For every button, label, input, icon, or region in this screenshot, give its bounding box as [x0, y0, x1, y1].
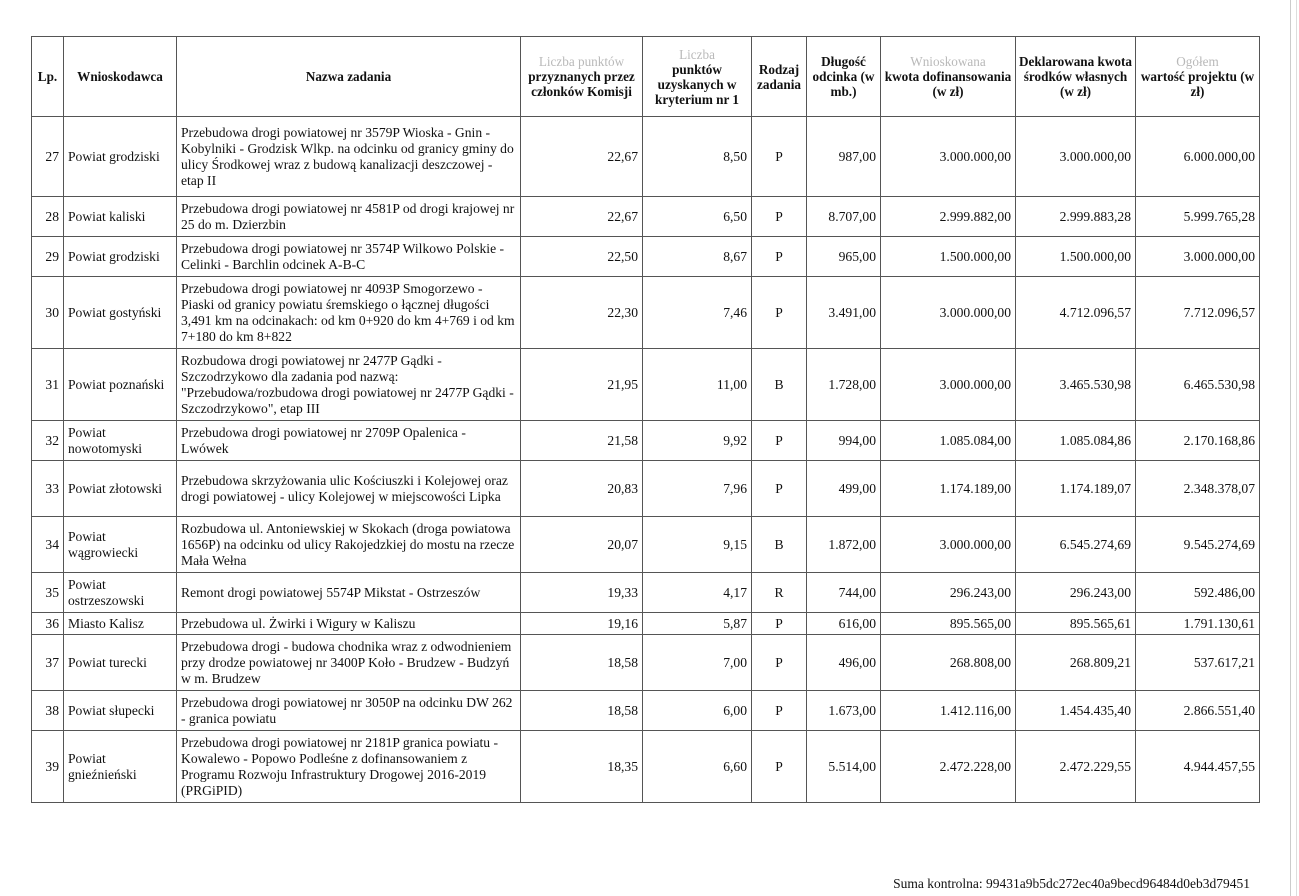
cell-points-criterion: 7,96: [643, 461, 752, 517]
cell-points-committee: 20,07: [521, 517, 643, 573]
header-points-committee-faded: Liczba punktów: [538, 54, 625, 69]
projects-table: [31, 36, 1260, 803]
cell-task-type: B: [752, 517, 807, 573]
cell-points-committee: 21,95: [521, 349, 643, 421]
cell-total: 5.999.765,28: [1136, 197, 1260, 237]
cell-task-name: Przebudowa drogi powiatowej nr 3579P Wioska - Gnin - Kobylniki - Grodzisk Wlkp. na odcinku od granicy gminy do ulicy Środkowej wraz z budową kanalizacji deszczowej - etap II: [177, 117, 521, 197]
header-requested-text: kwota dofinansowania (w zł): [884, 69, 1012, 99]
cell-points-committee: 18,58: [521, 691, 643, 731]
cell-task-name: Przebudowa ul. Żwirki i Wigury w Kaliszu: [177, 613, 521, 635]
cell-points-criterion: 7,46: [643, 277, 752, 349]
cell-own-funds: 1.500.000,00: [1016, 237, 1136, 277]
table-body: [32, 117, 1260, 803]
cell-points-criterion: 9,15: [643, 517, 752, 573]
cell-length: 1.673,00: [807, 691, 881, 731]
cell-points-criterion: 9,92: [643, 421, 752, 461]
cell-points-criterion: 4,17: [643, 573, 752, 613]
cell-points-committee: 19,16: [521, 613, 643, 635]
cell-task-name: Przebudowa drogi powiatowej nr 4093P Smogorzewo - Piaski od granicy powiatu śremskiego o łącznej długości 3,491 km na odcinakach: od km 0+920 do km 4+769 i od km 7+180 do km 8+822: [177, 277, 521, 349]
cell-points-committee: 22,30: [521, 277, 643, 349]
header-applicant: Wnioskodawca: [64, 37, 177, 117]
cell-total: 2.348.378,07: [1136, 461, 1260, 517]
cell-points-criterion: 7,00: [643, 635, 752, 691]
table-row: [32, 635, 1260, 691]
cell-lp: 34: [32, 517, 64, 573]
table-row: [32, 349, 1260, 421]
cell-length: 616,00: [807, 613, 881, 635]
cell-total: 6.000.000,00: [1136, 117, 1260, 197]
header-points-committee: [521, 37, 643, 117]
cell-lp: 39: [32, 731, 64, 803]
cell-requested: 3.000.000,00: [881, 349, 1016, 421]
cell-points-criterion: 8,67: [643, 237, 752, 277]
table-row: [32, 573, 1260, 613]
cell-length: 744,00: [807, 573, 881, 613]
cell-task-name: Rozbudowa drogi powiatowej nr 2477P Gądki - Szczodrzykowo dla zadania pod nazwą: "Przebudowa/rozbudowa drogi powiatowej nr 2477P Gądki - Szczodrzykowo", etap III: [177, 349, 521, 421]
cell-requested: 3.000.000,00: [881, 277, 1016, 349]
cell-length: 1.728,00: [807, 349, 881, 421]
cell-task-name: Przebudowa drogi powiatowej nr 3050P na odcinku DW 262 - granica powiatu: [177, 691, 521, 731]
table-row: [32, 117, 1260, 197]
cell-task-type: B: [752, 349, 807, 421]
cell-applicant: Powiat poznański: [64, 349, 177, 421]
cell-task-name: Przebudowa drogi powiatowej nr 3574P Wilkowo Polskie - Celinki - Barchlin odcinek A-B-C: [177, 237, 521, 277]
header-lp: Lp.: [32, 37, 64, 117]
table-row: [32, 691, 1260, 731]
cell-task-type: P: [752, 197, 807, 237]
cell-task-type: P: [752, 421, 807, 461]
table-row: [32, 277, 1260, 349]
cell-requested: 2.999.882,00: [881, 197, 1016, 237]
cell-points-committee: 21,58: [521, 421, 643, 461]
cell-lp: 29: [32, 237, 64, 277]
cell-total: 2.170.168,86: [1136, 421, 1260, 461]
cell-requested: 1.174.189,00: [881, 461, 1016, 517]
cell-length: 965,00: [807, 237, 881, 277]
cell-own-funds: 268.809,21: [1016, 635, 1136, 691]
table-row: [32, 237, 1260, 277]
header-task-type: Rodzaj zadania: [752, 37, 807, 117]
header-requested: [881, 37, 1016, 117]
cell-lp: 32: [32, 421, 64, 461]
cell-task-name: Przebudowa drogi - budowa chodnika wraz z odwodnieniem przy drodze powiatowej nr 3400P Koło - Brudzew - Budzyń w m. Brudzew: [177, 635, 521, 691]
cell-own-funds: 6.545.274,69: [1016, 517, 1136, 573]
table-row: [32, 197, 1260, 237]
table-row: [32, 613, 1260, 635]
cell-lp: 28: [32, 197, 64, 237]
cell-length: 1.872,00: [807, 517, 881, 573]
cell-task-name: Przebudowa drogi powiatowej nr 4581P od drogi krajowej nr 25 do m. Dzierzbin: [177, 197, 521, 237]
header-length: Długość odcinka (w mb.): [807, 37, 881, 117]
cell-lp: 27: [32, 117, 64, 197]
cell-points-criterion: 6,50: [643, 197, 752, 237]
cell-points-committee: 18,58: [521, 635, 643, 691]
cell-lp: 38: [32, 691, 64, 731]
cell-requested: 3.000.000,00: [881, 517, 1016, 573]
cell-total: 1.791.130,61: [1136, 613, 1260, 635]
cell-own-funds: 2.999.883,28: [1016, 197, 1136, 237]
cell-task-type: P: [752, 691, 807, 731]
cell-applicant: Powiat nowotomyski: [64, 421, 177, 461]
cell-own-funds: 1.085.084,86: [1016, 421, 1136, 461]
cell-length: 499,00: [807, 461, 881, 517]
cell-applicant: Powiat grodziski: [64, 237, 177, 277]
cell-applicant: Powiat grodziski: [64, 117, 177, 197]
cell-points-criterion: 11,00: [643, 349, 752, 421]
cell-lp: 30: [32, 277, 64, 349]
cell-lp: 33: [32, 461, 64, 517]
cell-applicant: Powiat turecki: [64, 635, 177, 691]
header-requested-faded: Wnioskowana: [910, 54, 986, 69]
cell-task-type: P: [752, 117, 807, 197]
header-points-criterion-text: punktów uzyskanych w kryterium nr 1: [655, 61, 739, 107]
cell-requested: 1.085.084,00: [881, 421, 1016, 461]
cell-lp: 36: [32, 613, 64, 635]
header-points-criterion-faded: Liczba: [679, 46, 715, 62]
cell-total: 537.617,21: [1136, 635, 1260, 691]
cell-length: 994,00: [807, 421, 881, 461]
scan-edge-line: [1290, 0, 1291, 896]
table-row: [32, 517, 1260, 573]
header-total-faded: Ogółem: [1176, 54, 1219, 69]
cell-task-name: Remont drogi powiatowej 5574P Mikstat - Ostrzeszów: [177, 573, 521, 613]
cell-task-name: Przebudowa drogi powiatowej nr 2181P granica powiatu - Kowalewo - Popowo Podleśne z dofinansowaniem z Programu Rozwoju Infrastruktury Drogowej 2016-2019 (PRGiPID): [177, 731, 521, 803]
cell-applicant: Powiat gnieźnieński: [64, 731, 177, 803]
cell-task-type: P: [752, 461, 807, 517]
cell-length: 5.514,00: [807, 731, 881, 803]
cell-applicant: Powiat ostrzeszowski: [64, 573, 177, 613]
cell-own-funds: 3.000.000,00: [1016, 117, 1136, 197]
cell-points-committee: 22,67: [521, 197, 643, 237]
table-row: [32, 731, 1260, 803]
cell-points-criterion: 6,60: [643, 731, 752, 803]
cell-lp: 37: [32, 635, 64, 691]
cell-applicant: Powiat złotowski: [64, 461, 177, 517]
cell-requested: 3.000.000,00: [881, 117, 1016, 197]
cell-applicant: Powiat wągrowiecki: [64, 517, 177, 573]
cell-task-name: Rozbudowa ul. Antoniewskiej w Skokach (droga powiatowa 1656P) na odcinku od ulicy Rakojedzkiej do mostu na rzecze Mała Wełna: [177, 517, 521, 573]
cell-total: 4.944.457,55: [1136, 731, 1260, 803]
cell-total: 592.486,00: [1136, 573, 1260, 613]
cell-points-criterion: 5,87: [643, 613, 752, 635]
cell-task-name: Przebudowa drogi powiatowej nr 2709P Opalenica - Lwówek: [177, 421, 521, 461]
scan-edge-line: [1296, 0, 1297, 896]
cell-own-funds: 3.465.530,98: [1016, 349, 1136, 421]
cell-task-type: P: [752, 237, 807, 277]
cell-own-funds: 4.712.096,57: [1016, 277, 1136, 349]
header-total-text: wartość projektu (w zł): [1140, 69, 1255, 99]
cell-points-committee: 22,50: [521, 237, 643, 277]
cell-own-funds: 895.565,61: [1016, 613, 1136, 635]
cell-length: 3.491,00: [807, 277, 881, 349]
header-points-criterion: [643, 37, 752, 117]
cell-applicant: Powiat kaliski: [64, 197, 177, 237]
cell-points-committee: 22,67: [521, 117, 643, 197]
cell-applicant: Powiat słupecki: [64, 691, 177, 731]
cell-total: 6.465.530,98: [1136, 349, 1260, 421]
cell-lp: 31: [32, 349, 64, 421]
cell-lp: 35: [32, 573, 64, 613]
cell-requested: 296.243,00: [881, 573, 1016, 613]
cell-requested: 2.472.228,00: [881, 731, 1016, 803]
cell-total: 9.545.274,69: [1136, 517, 1260, 573]
cell-task-type: P: [752, 635, 807, 691]
cell-own-funds: 296.243,00: [1016, 573, 1136, 613]
cell-points-committee: 20,83: [521, 461, 643, 517]
cell-applicant: Powiat gostyński: [64, 277, 177, 349]
cell-length: 8.707,00: [807, 197, 881, 237]
cell-requested: 268.808,00: [881, 635, 1016, 691]
cell-requested: 1.412.116,00: [881, 691, 1016, 731]
cell-task-type: P: [752, 277, 807, 349]
table-header-row: [32, 37, 1260, 117]
cell-task-type: P: [752, 613, 807, 635]
cell-own-funds: 1.454.435,40: [1016, 691, 1136, 731]
header-points-committee-text: przyznanych przez członków Komisji: [528, 69, 635, 99]
cell-total: 2.866.551,40: [1136, 691, 1260, 731]
cell-task-name: Przebudowa skrzyżowania ulic Kościuszki i Kolejowej oraz drogi powiatowej - ulicy Kolejowej w miejscowości Lipka: [177, 461, 521, 517]
cell-own-funds: 1.174.189,07: [1016, 461, 1136, 517]
cell-own-funds: 2.472.229,55: [1016, 731, 1136, 803]
cell-applicant: Miasto Kalisz: [64, 613, 177, 635]
cell-points-committee: 19,33: [521, 573, 643, 613]
cell-requested: 1.500.000,00: [881, 237, 1016, 277]
cell-requested: 895.565,00: [881, 613, 1016, 635]
cell-length: 987,00: [807, 117, 881, 197]
table-row: [32, 461, 1260, 517]
cell-length: 496,00: [807, 635, 881, 691]
header-total: [1136, 37, 1260, 117]
cell-points-criterion: 8,50: [643, 117, 752, 197]
checksum-footer: Suma kontrolna: 99431a9b5dc272ec40a9becd96484d0eb3d79451: [893, 876, 1250, 891]
cell-points-committee: 18,35: [521, 731, 643, 803]
header-own-funds: Deklarowana kwota środków własnych (w zł): [1016, 37, 1136, 117]
cell-points-criterion: 6,00: [643, 691, 752, 731]
cell-total: 7.712.096,57: [1136, 277, 1260, 349]
cell-task-type: P: [752, 731, 807, 803]
cell-task-type: R: [752, 573, 807, 613]
table-row: [32, 421, 1260, 461]
cell-total: 3.000.000,00: [1136, 237, 1260, 277]
header-task-name: Nazwa zadania: [177, 37, 521, 117]
